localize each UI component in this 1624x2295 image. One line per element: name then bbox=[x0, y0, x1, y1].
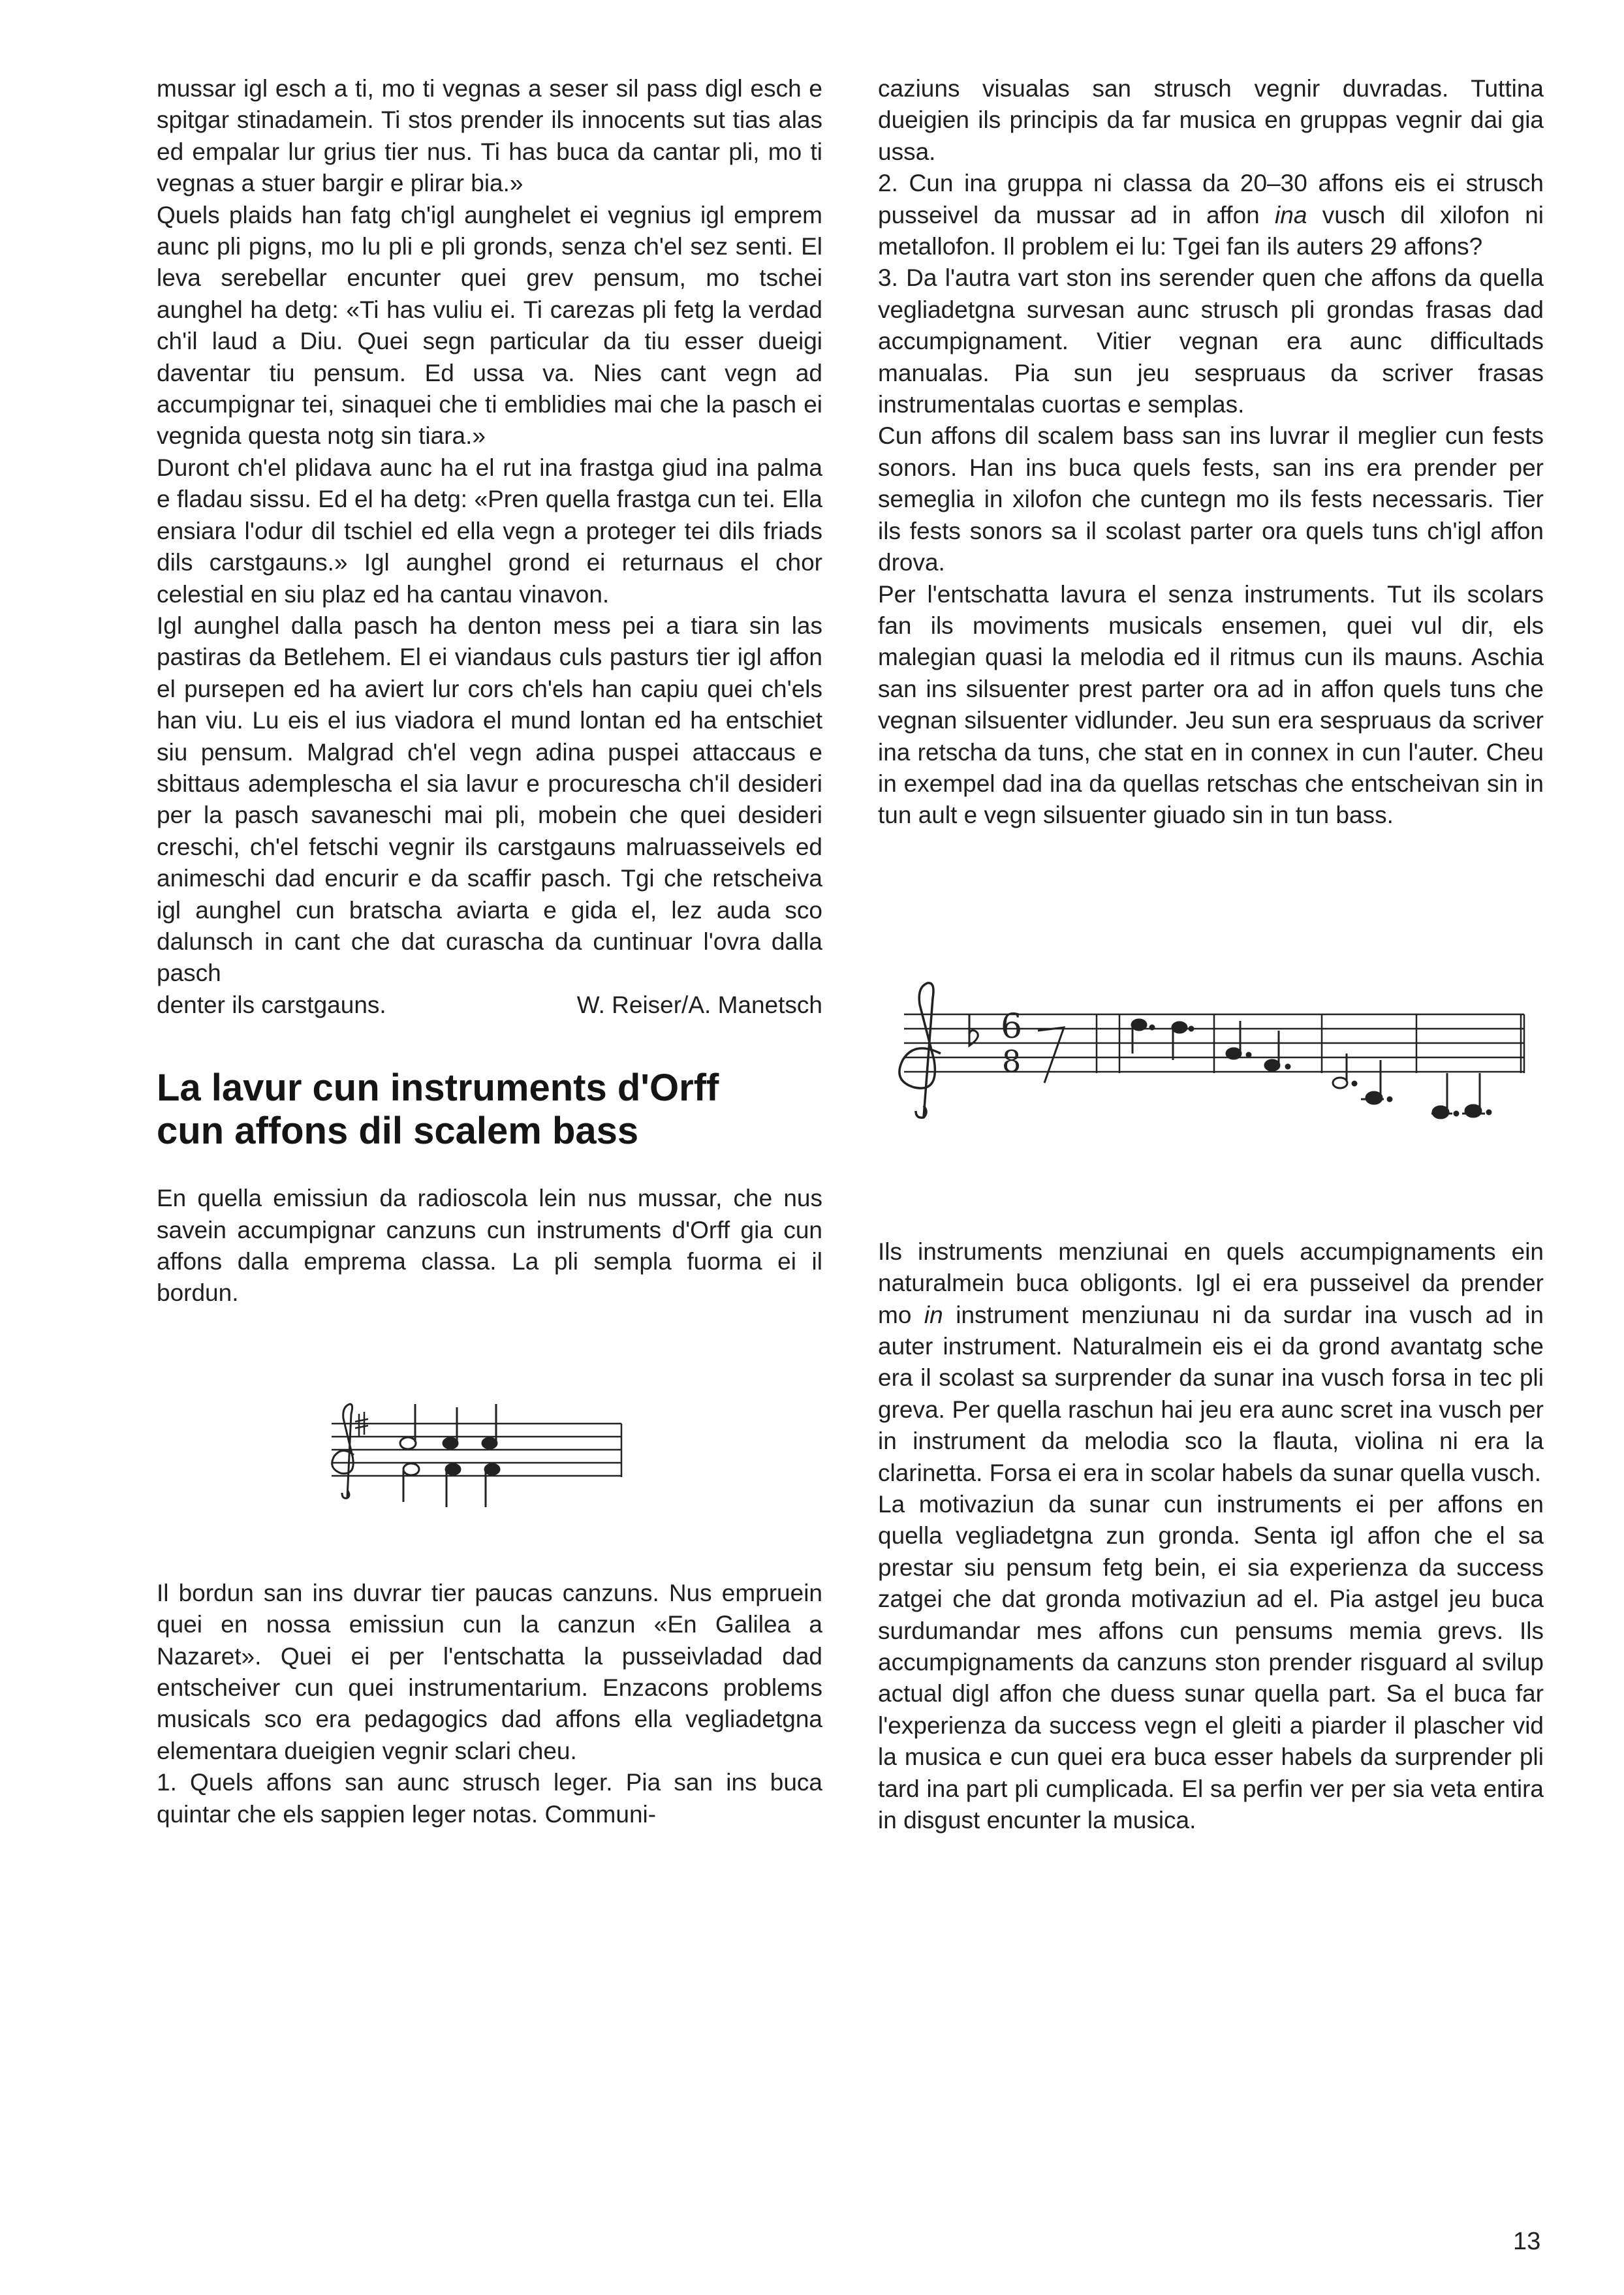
paragraph bbox=[878, 1236, 1544, 1489]
paragraph: Quels plaids han fatg ch'igl aunghelet ei vegnius igl emprem aunc pli pigns, mo lu pli e pli gronds, senza ch'el sez senti. El leva serebellar encunter quei grev pensum, mo tschei aunghel ha detg: «Ti has vuliu ei. Ti carezas pli fetg la verdad ch'il laud a Diu. Quei segn particular da tiu esser dueigi daventar tiu pensum. Ed ussa va. Nies cant vegn ad accumpignar tei, sinaquei che ti emblidies mai che la pasch ei vegnida questa notg sin tiara.» bbox=[157, 201, 822, 450]
signature-line bbox=[157, 990, 822, 1021]
note-lower-quarter bbox=[446, 1464, 499, 1507]
page-number: 13 bbox=[1513, 2228, 1541, 2255]
paragraph: caziuns visualas san strusch vegnir duvradas. Tuttina dueigien ils principis da far musica en gruppas vegnir dai gia ussa. bbox=[878, 75, 1544, 165]
paragraph: Il bordun san ins duvrar tier paucas canzuns. Nus empruein quei en nossa emissiun cun la canzun «En Galilea a Nazaret». Quei ei per l'entschatta la pusseivladad dad entscheiver cun quei instrumentarium. Enzacons problems musicals sco era pedagogics dad affons ella vegliadetgna elementara dueigien vegnir sclari cheu. bbox=[157, 1579, 822, 1764]
treble-clef-icon bbox=[332, 1404, 354, 1498]
text-run: 2. Cun ina gruppa ni classa da 20–30 affons eis ei strusch pusseivel da mussar ad in affon bbox=[878, 170, 1544, 228]
emphasis: ina bbox=[1275, 201, 1307, 228]
text-run: instrument menziunau ni da surdar ina vusch ad in auter instrument. Naturalmein eis ei da grond avantatg sche era il scolast sa surprender da sunar ina vusch forsa in tec pli greva. Per quella raschun hai jeu era aunc scret ina vusch per in instrument da melodia sco la flauta, violina ni era la clarinetta. Forsa ei era in scolar habels da sunar quella vusch. bbox=[878, 1301, 1544, 1486]
text-run: Ils instruments menziunai en quels accumpignaments ein naturalmein buca obligonts. Igl ei era pusseivel da prender mo bbox=[878, 1238, 1544, 1328]
text-run: vusch dil xilofon ni metallofon. Il problem ei lu: Tgei fan ils auters 29 affons? bbox=[878, 201, 1544, 260]
paragraph: Duront ch'el plidava aunc ha el rut ina frastga giud ina palma e fladau sissu. Ed el ha detg: «Pren quella frastga cun tei. Ella ensiara l'odur dil tschiel ed ella vegn a proteger tei dils friads dils carstgauns.» Igl aunghel grond ei returnaus el chor celestial en siu plaz ed ha cantau vinavon. bbox=[157, 454, 822, 608]
tone-row-score bbox=[878, 969, 1544, 1164]
paragraph: En quella emissiun da radioscola lein nus mussar, che nus savein accumpignar canzuns cun instruments d'Orff gia cun affons dalla emprema classa. La pli sempla fuorma ei il bordun. bbox=[157, 1185, 822, 1307]
bordun-score bbox=[157, 1339, 822, 1535]
note-dotted bbox=[1132, 1020, 1193, 1060]
emphasis: in bbox=[924, 1301, 943, 1328]
treble-clef-icon bbox=[899, 983, 941, 1117]
right-column bbox=[878, 73, 1544, 1836]
note-dotted bbox=[1431, 1073, 1491, 1118]
note-dotted bbox=[1333, 1054, 1392, 1104]
time-signature-top: 6 bbox=[1001, 1007, 1023, 1046]
author-credit: W. Reiser/A. Manetsch bbox=[576, 991, 822, 1018]
paragraph: Per l'entschatta lavura el senza instruments. Tut ils scolars fan ils moviments musicals ensemen, quei vul dir, els malegian quasi la melodia ed il ritmus cun ils mauns. Aschia san ins silsuenter prest parter ora ad in affon quels tuns che vegnan silsuenter vidlunder. Jeu sun era sespruaus da scriver ina retscha da tuns, che stat en in connex in cun l'auter. Cheu in exempel dad ina da quellas retschas che entscheivan sin in tun ault e vegn silsuenter giuado sin in tun bass. bbox=[878, 580, 1544, 829]
heading-line: cun affons dil scalem bass bbox=[157, 1110, 639, 1153]
paragraph: 3. Da l'autra vart ston ins serender quen che affons da quella vegliadetgna survesan aunc strusch pli grondas frasas dad accumpignament. Vitier vegnan era aunc difficultads manualas. Pia sun jeu sespruaus da scriver frasas instrumentalas cuortas e semplas. bbox=[878, 264, 1544, 418]
paragraph: Igl aunghel dalla pasch ha denton mess pei a tiara sin las pastiras da Betlehem. El ei viandaus culs pasturs tier igl affon el pursepen ed ha aviert lur cors ch'els han capiu quei ch'els han viu. Lu eis el ius viadora el mund lontan ed ha entschiet siu pensum. Malgrad ch'el vegn adina puspei attaccaus e sbittaus ademplescha el sia lavur e procurescha ch'il desideri per la pasch savaneschi mai pli, mobein che quei desideri creschi, ch'el fetschi vegnir ils carstgauns malruasseivels ed animeschi dad encurir e da scaffir pasch. Tgi che retscheiva igl aunghel cun bratscha aviarta e gida el, lez auda sco dalunsch in cant che dat curascha da cuntinuar l'ovra dalla pasch bbox=[157, 612, 822, 987]
heading-line: La lavur cun instruments d'Orff bbox=[157, 1067, 719, 1110]
paragraph-end: denter ils carstgauns. bbox=[157, 991, 386, 1018]
paragraph: 1. Quels affons san aunc strusch leger. Pia san ins buca quintar che els sappien leger notas. Communi- bbox=[157, 1769, 822, 1828]
section-heading bbox=[157, 1067, 822, 1153]
rest-icon bbox=[1038, 1027, 1064, 1083]
paragraph: Cun affons dil scalem bass san ins luvrar il meglier cun fests sonors. Han ins buca quels fests, san ins era prender per semeglia in xilofon che cuntegn mo ils fests necessaris. Tier ils fests sonors sa il scolast parter ora quels tuns ch'igl affon drova. bbox=[878, 422, 1544, 576]
flat-icon bbox=[969, 1014, 978, 1046]
time-signature-bottom: 8 bbox=[1002, 1043, 1022, 1079]
note-lower-half bbox=[403, 1463, 419, 1502]
left-column bbox=[157, 73, 822, 1830]
note-upper-half bbox=[400, 1404, 416, 1449]
paragraph bbox=[878, 168, 1544, 262]
note-upper-quarter bbox=[443, 1404, 497, 1448]
paragraph: La motivaziun da sunar cun instruments ei per affons en quella vegliadetgna zun gronda. Senta igl affon che el sa prestar siu pensum fetg bein, ei sia experienza da success zatgei che dat gronda motivaziun ad el. Pia astgel jeu buca surdumandar mes affons cun pensums memia grevs. Ils accumpignaments da canzuns ston prender risguard al svilup actual digl affon che duess sunar quella part. Sa el buca far l'experienza da success vegn el gleiti a piarder il plascher vid la musica e cun quei era buca esser habels da surprender pli tard ina part pli cumplicada. El sa perfin ver per sia veta entira in disgust encunter la musica. bbox=[878, 1491, 1544, 1834]
paragraph: mussar igl esch a ti, mo ti vegnas a seser sil pass digl esch e spitgar stinadamein. Ti stos prender ils innocents sut tias alas ed empalar lur grius tier nus. Ti has buca da cantar pli, mo ti vegnas a stuer bargir e plirar bia.» bbox=[157, 75, 822, 197]
